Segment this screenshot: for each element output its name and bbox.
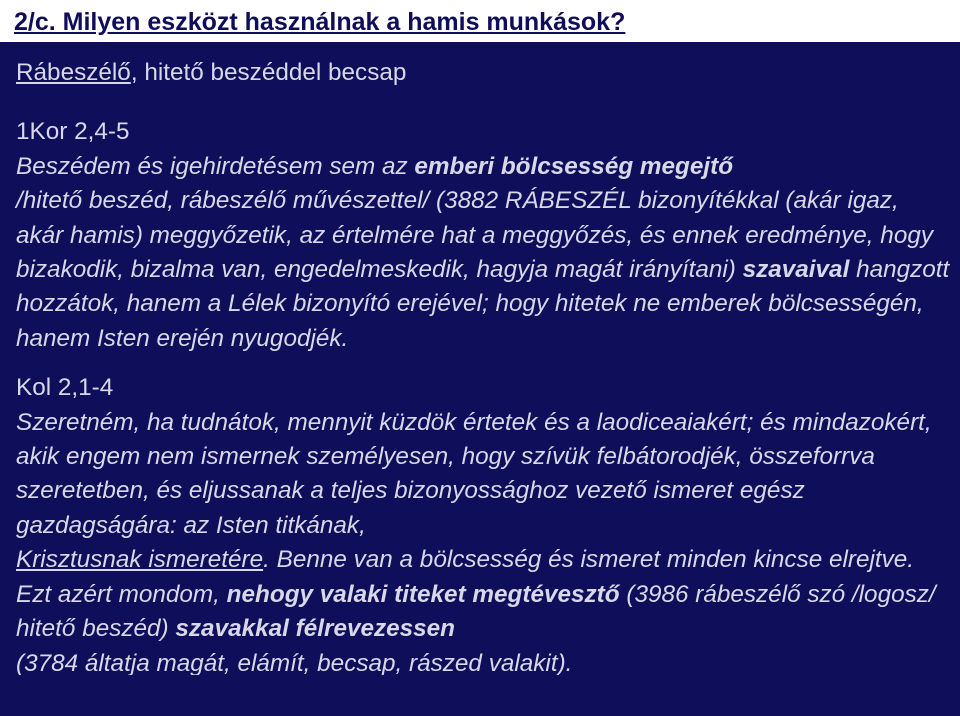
quote-1kor-part1: Beszédem és igehirdetésem sem az	[16, 152, 415, 180]
intro-link[interactable]: Rábeszélő	[16, 59, 131, 86]
quote-kol-link[interactable]: Krisztusnak ismeretére	[16, 546, 264, 574]
intro-line	[16, 56, 951, 90]
quote-kol-part1: Szeretném, ha tudnátok, mennyit küzdök értetek és a laodiceaiakért; és mindazokért, akik engem nem ismernek személyesen, hogy szívük felbátorodjék, összeforrva szeretetben, és eljussanak a teljes bizonyossághoz vezető ismeret egész gazdagságára: az Isten titkának,	[16, 408, 932, 539]
quote-1kor	[16, 150, 951, 356]
reference-1kor: 1Kor 2,4-5	[16, 118, 130, 146]
quote-kol-bold2: szavakkal félrevezessen	[175, 615, 456, 643]
quote-1kor-bold2: szavaival	[742, 256, 850, 284]
quote-kol-bold1: nehogy valaki titeket megtévesztő	[226, 580, 620, 608]
quote-1kor-bold1: emberi bölcsesség megejtő	[414, 152, 734, 180]
slide-title: 2/c. Milyen eszközt használnak a hamis munkások?	[0, 0, 960, 42]
quote-1kor-part3: hangzott hozzátok, hanem a Lélek bizonyító erejével; hogy hitetek ne emberek bölcsességén, hanem Isten erején nyugodjék.	[16, 256, 950, 352]
quote-kol	[16, 406, 951, 647]
quote-kol-part2: . Benne van a bölcsesség és ismeret minden kincse elrejtve. Ezt azért mondom,	[16, 546, 915, 608]
intro-rest: , hitető beszéddel becsap	[130, 59, 407, 86]
quote-kol-part3: (3986 rábeszélő szó /logosz/ hitető beszéd)	[16, 580, 936, 643]
quote-kol-last-line: (3784 áltatja magát, elámít, becsap, rászed valakit).	[16, 649, 573, 675]
quote-1kor-part2: /hitető beszéd, rábeszélő művészettel/ (3882 RÁBESZÉL bizonyítékkal (akár igaz, akár hamis) meggyőzetik, az értelmére hat a meggyőzés, és ennek eredménye, hogy bizakodik, bizalma van, engedelmeskedik, hagyja magát irányítani)	[16, 187, 933, 284]
reference-kol: Kol 2,1-4	[16, 374, 114, 402]
slide-content	[16, 56, 951, 675]
